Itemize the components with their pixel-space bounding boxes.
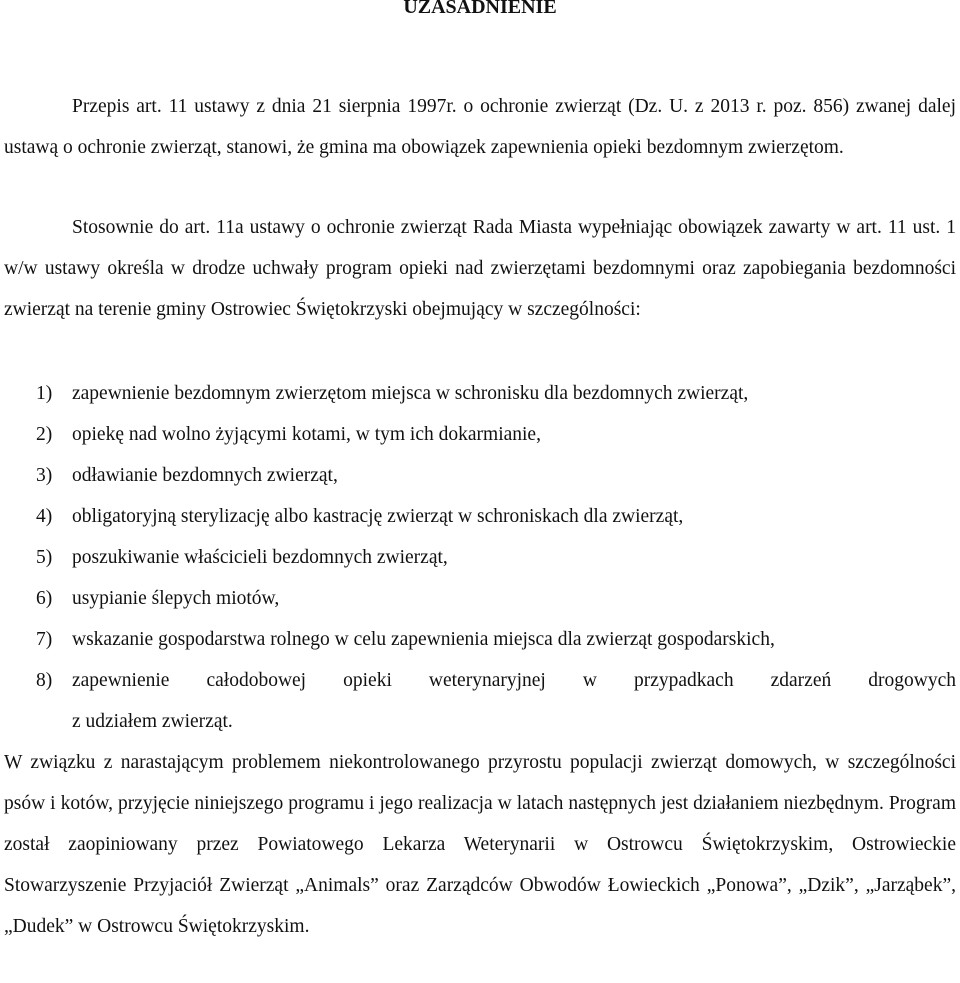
list-item-text: odławianie bezdomnych zwierząt, [72, 465, 338, 486]
list-item [4, 414, 956, 455]
list-item-number: 7) [36, 629, 53, 650]
list-item-number: 3) [36, 465, 53, 486]
list-item-text: poszukiwanie właścicieli bezdomnych zwierząt, [72, 547, 448, 568]
list-item-number: 1) [36, 383, 53, 404]
list-item-text: opiekę nad wolno żyjącymi kotami, w tym ich dokarmianie, [72, 424, 541, 445]
paragraph-legal-basis: Przepis art. 11 ustawy z dnia 21 sierpnia 1997r. o ochronie zwierząt (Dz. U. z 2013 r. poz. 856) zwanej dalej ustawą o ochronie zwierząt, stanowi, że gmina ma obowiązek zapewnienia opieki bezdomnym zwierzętom. [4, 96, 956, 158]
paragraph-justification: W związku z narastającym problemem niekontrolowanego przyrostu populacji zwierząt domowych, w szczególności psów i kotów, przyjęcie niniejszego programu i jego realizacja w latach następnych jest działaniem niezbędnym. Program został zaopiniowany przez Powiatowego Lekarza Weterynarii w Ostrowcu Świętokrzyskim, Ostrowieckie Stowarzyszenie Przyjaciół Zwierząt „Animals” oraz Zarządców Obwodów Łowieckich „Ponowa”, „Dzik”, „Jarząbek”, „Dudek” w Ostrowcu Świętokrzyskim. [4, 752, 956, 937]
list-item [4, 373, 956, 414]
list-item [4, 537, 956, 578]
list-item-number: 6) [36, 588, 53, 609]
list-item-text: usypianie ślepych miotów, [72, 588, 280, 609]
list-item [4, 455, 956, 496]
list-item-text: zapewnienie bezdomnym zwierzętom miejsca w schronisku dla bezdomnych zwierząt, [72, 383, 749, 404]
paragraph-program-scope: Stosownie do art. 11a ustawy o ochronie zwierząt Rada Miasta wypełniając obowiązek zawarty w art. 11 ust. 1 w/w ustawy określa w drodze uchwały program opieki nad zwierzętami bezdomnymi oraz zapobiegania bezdomności zwierząt na terenie gminy Ostrowiec Świętokrzyski obejmujący w szczególności: [4, 217, 956, 320]
list-item [4, 619, 956, 660]
list-item-number: 4) [36, 506, 53, 527]
list-item-text: obligatoryjną sterylizację albo kastrację zwierząt w schroniskach dla zwierząt, [72, 506, 684, 527]
list-item-text: zapewnienie całodobowej opieki weterynaryjnej w przypadkach zdarzeń drogowych [72, 670, 956, 691]
list-item-text: wskazanie gospodarstwa rolnego w celu zapewnienia miejsca dla zwierząt gospodarskich, [72, 629, 775, 650]
document-title: UZASADNIENIE [403, 0, 557, 13]
list-item-text-continued: z udziałem zwierząt. [72, 711, 233, 732]
list-item [4, 496, 956, 537]
program-items-list [4, 373, 956, 742]
list-item-number: 5) [36, 547, 53, 568]
list-item [4, 578, 956, 619]
list-item-number: 8) [36, 670, 53, 691]
list-item-number: 2) [36, 424, 53, 445]
list-item [4, 660, 956, 742]
